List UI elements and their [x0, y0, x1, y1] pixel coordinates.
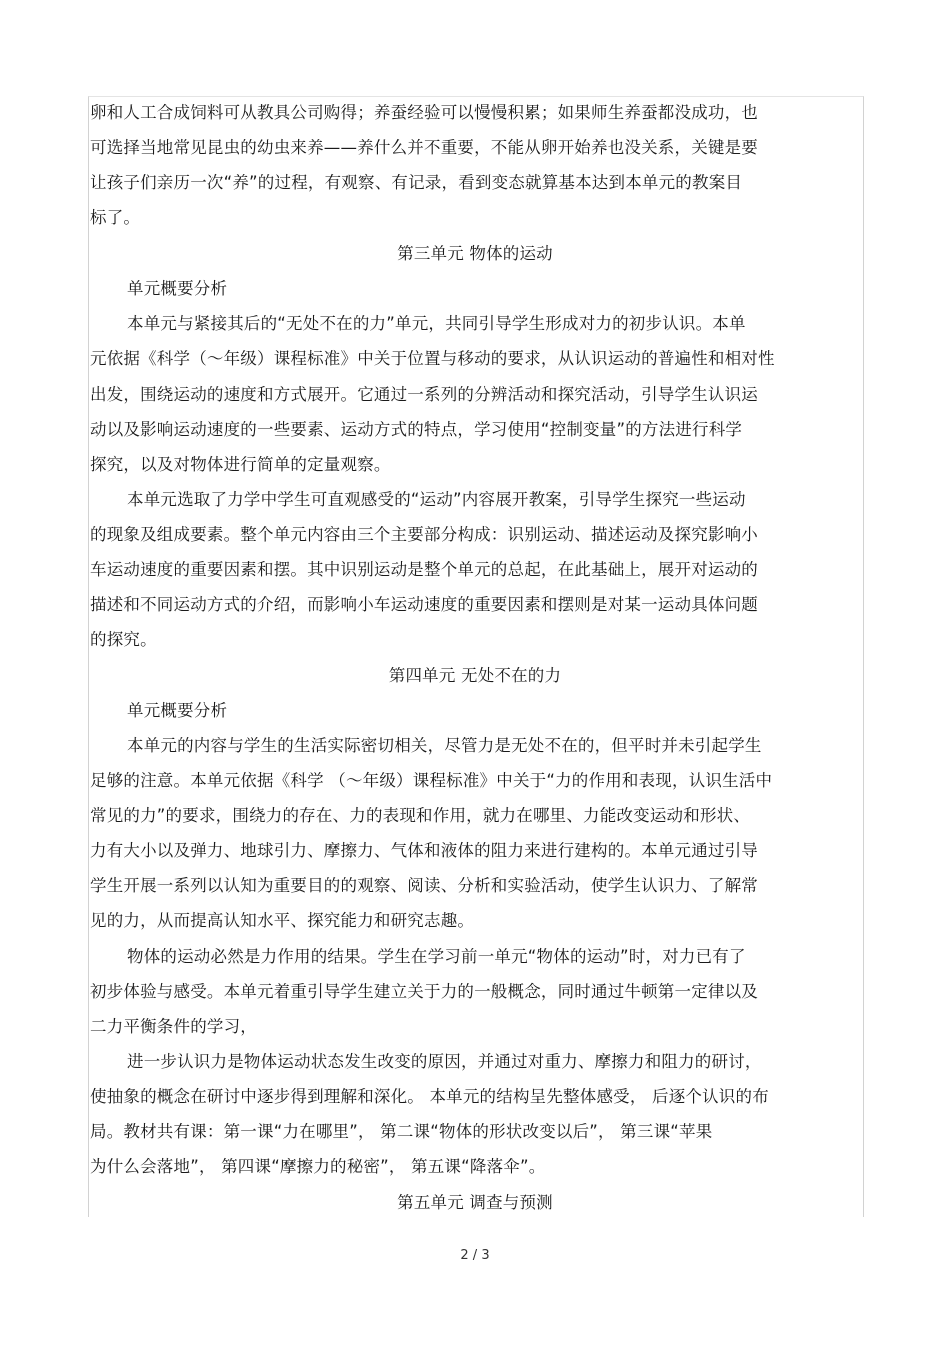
section-heading-unit3: 第三单元 物体的运动: [397, 244, 553, 263]
section-heading-unit4: 第四单元 无处不在的力: [388, 666, 562, 685]
body-line: 本单元与紧接其后的“无处不在的力”单元，共同引导学生形成对力的初步认识。本单: [127, 314, 746, 333]
body-line: 探究，以及对物体进行简单的定量观察。: [90, 455, 391, 474]
page-number: 2 / 3: [460, 1248, 490, 1263]
body-line: 元依据《科学（～年级）课程标准》中关于位置与移动的要求，从认识运动的普遍性和相对性: [90, 349, 775, 368]
body-line: 标了。: [90, 208, 141, 227]
body-line: 物体的运动必然是力作用的结果。学生在学习前一单元“物体的运动”时，对力已有了: [127, 947, 746, 966]
body-line: 的探究。: [90, 630, 157, 649]
body-line: 初步体验与感受。本单元着重引导学生建立关于力的一般概念，同时通过牛顿第一定律以及: [90, 982, 758, 1001]
subheading: 单元概要分析: [127, 701, 228, 720]
body-line: 的现象及组成要素。整个单元内容由三个主要部分构成：识别运动、描述运动及探究影响小: [90, 525, 758, 544]
body-line: 常见的力”的要求，围绕力的存在、力的表现和作用，就力在哪里、力能改变运动和形状、: [90, 806, 751, 825]
body-line: 可选择当地常见昆虫的幼虫来养——养什么并不重要，不能从卵开始养也没关系，关键是要: [90, 138, 758, 157]
body-line: 足够的注意。本单元依据《科学 （～年级）课程标准》中关于“力的作用和表现，认识生活中: [90, 771, 773, 790]
section-heading-unit5: 第五单元 调查与预测: [397, 1193, 553, 1212]
body-line: 进一步认识力是物体运动状态发生改变的原因，并通过对重力、摩擦力和阻力的研讨，: [127, 1052, 762, 1071]
body-line: 描述和不同运动方式的介绍，而影响小车运动速度的重要因素和摆则是对某一运动具体问题: [90, 595, 758, 614]
body-line: 动以及影响运动速度的一些要素、运动方式的特点，学习使用“控制变量”的方法进行科学: [90, 420, 743, 439]
body-line: 本单元选取了力学中学生可直观感受的“运动”内容展开教案，引导学生探究一些运动: [127, 490, 746, 509]
body-line: 学生开展一系列以认知为重要目的的观察、阅读、分析和实验活动，使学生认识力、了解常: [90, 876, 758, 895]
body-line: 卵和人工合成饲料可从教具公司购得；养蚕经验可以慢慢积累；如果师生养蚕都没成功，也: [90, 103, 758, 122]
body-line: 出发，围绕运动的速度和方式展开。它通过一系列的分辨活动和探究活动，引导学生认识运: [90, 385, 758, 404]
body-line: 见的力，从而提高认知水平、探究能力和研究志趣。: [90, 911, 475, 930]
body-line: 车运动速度的重要因素和摆。其中识别运动是整个单元的总起，在此基础上，展开对运动的: [90, 560, 758, 579]
body-line: 力有大小以及弹力、地球引力、摩擦力、气体和液体的阻力来进行建构的。本单元通过引导: [90, 841, 758, 860]
body-line: 局。教材共有课：第一课“力在哪里”， 第二课“物体的形状改变以后”， 第三课“苹果: [90, 1122, 713, 1141]
body-line: 本单元的内容与学生的生活实际密切相关，尽管力是无处不在的，但平时并未引起学生: [127, 736, 762, 755]
body-line: 使抽象的概念在研讨中逐步得到理解和深化。 本单元的结构呈先整体感受， 后逐个认识的布: [90, 1087, 769, 1106]
body-line: 为什么会落地”， 第四课“摩擦力的秘密”， 第五课“降落伞”。: [90, 1157, 546, 1176]
body-line: 二力平衡条件的学习，: [90, 1017, 257, 1036]
subheading: 单元概要分析: [127, 279, 228, 298]
body-line: 让孩子们亲历一次“养”的过程，有观察、有记录，看到变态就算基本达到本单元的教案目: [90, 173, 743, 192]
